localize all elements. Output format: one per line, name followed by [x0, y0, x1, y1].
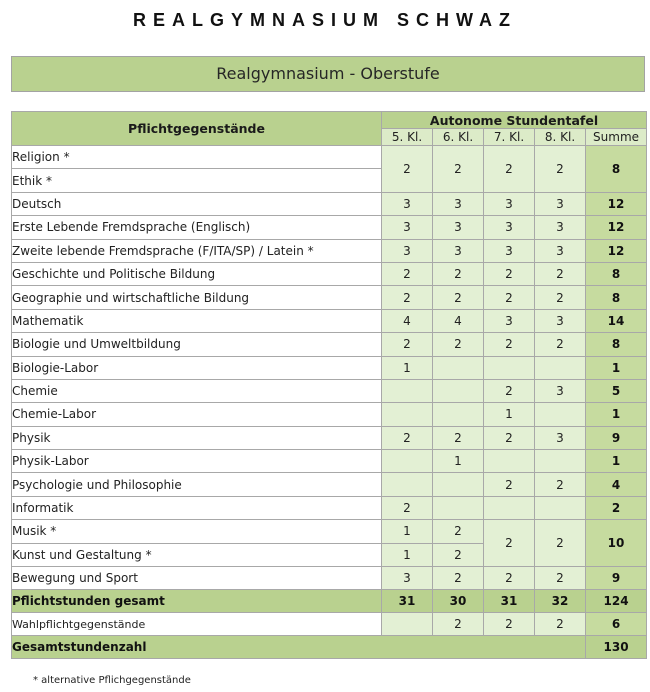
hours-cell: 2	[484, 379, 535, 402]
school-title: REALGYMNASIUM SCHWAZ	[133, 10, 517, 30]
total-cell: 31	[382, 590, 433, 613]
subject-name: Mathematik	[12, 309, 382, 332]
hours-cell: 2	[535, 333, 586, 356]
table-row	[12, 356, 647, 379]
subject-name: Physik	[12, 426, 382, 449]
hours-cell: 4	[382, 309, 433, 332]
hours-cell: 3	[484, 309, 535, 332]
hours-cell: 1	[433, 450, 484, 473]
hours-cell: 2	[484, 613, 535, 636]
total-cell: 30	[433, 590, 484, 613]
sum-cell: 10	[586, 520, 647, 567]
hours-cell: 1	[382, 356, 433, 379]
sum-cell: 1	[586, 450, 647, 473]
hours-cell: 2	[433, 567, 484, 590]
sum-cell: 12	[586, 216, 647, 239]
group-header: Autonome Stundentafel	[382, 112, 647, 129]
hours-cell	[382, 473, 433, 496]
hours-cell: 2	[382, 286, 433, 309]
hours-cell	[484, 450, 535, 473]
hours-cell: 2	[382, 333, 433, 356]
hours-cell: 3	[382, 239, 433, 262]
hours-cell	[433, 379, 484, 402]
hours-cell: 2	[535, 286, 586, 309]
sum-cell: 8	[586, 146, 647, 193]
hours-cell	[382, 613, 433, 636]
page-subtitle: Realgymnasium - Oberstufe	[11, 56, 645, 92]
hours-cell: 3	[535, 379, 586, 402]
hours-cell: 2	[433, 286, 484, 309]
subject-name: Musik *	[12, 520, 382, 543]
hours-cell: 1	[382, 520, 433, 543]
hours-cell: 2	[382, 262, 433, 285]
sum-cell: 2	[586, 496, 647, 519]
hours-cell: 2	[433, 333, 484, 356]
subject-name: Kunst und Gestaltung *	[12, 543, 382, 566]
hours-cell: 3	[433, 239, 484, 262]
hours-cell: 2	[433, 520, 484, 543]
hours-cell	[382, 403, 433, 426]
hours-cell: 3	[484, 192, 535, 215]
hours-cell	[535, 403, 586, 426]
total-label: Pflichtstunden gesamt	[12, 590, 382, 613]
hours-cell: 2	[535, 613, 586, 636]
table-row	[12, 426, 647, 449]
table-row	[12, 239, 647, 262]
hours-cell: 2	[484, 426, 535, 449]
sum-cell: 4	[586, 473, 647, 496]
subject-name: Ethik *	[12, 169, 382, 192]
total-cell: 32	[535, 590, 586, 613]
hours-cell: 1	[484, 403, 535, 426]
hours-cell	[535, 496, 586, 519]
grand-total-label: Gesamtstundenzahl	[12, 636, 586, 659]
table-row	[12, 403, 647, 426]
hours-cell: 2	[382, 496, 433, 519]
hours-cell: 3	[484, 239, 535, 262]
hours-cell: 2	[484, 146, 535, 193]
hours-cell	[535, 356, 586, 379]
col-header: 5. Kl.	[382, 129, 433, 146]
table-row	[12, 309, 647, 332]
subject-name: Zweite lebende Fremdsprache (F/ITA/SP) / Latein *	[12, 239, 382, 262]
hours-cell: 2	[535, 520, 586, 567]
subject-name: Physik-Labor	[12, 450, 382, 473]
hours-cell: 2	[484, 286, 535, 309]
table-row	[12, 379, 647, 402]
hours-cell: 1	[382, 543, 433, 566]
timetable	[11, 111, 647, 659]
sum-cell: 12	[586, 192, 647, 215]
footnote: * alternative Pflichgegenstände	[33, 675, 191, 686]
hours-cell: 2	[484, 333, 535, 356]
hours-cell: 3	[433, 192, 484, 215]
wahl-row	[12, 613, 647, 636]
table-row	[12, 496, 647, 519]
subject-name: Informatik	[12, 496, 382, 519]
sum-cell: 12	[586, 239, 647, 262]
subject-name: Erste Lebende Fremdsprache (Englisch)	[12, 216, 382, 239]
hours-cell: 3	[382, 567, 433, 590]
table-row	[12, 286, 647, 309]
sum-cell: 5	[586, 379, 647, 402]
subject-name: Chemie-Labor	[12, 403, 382, 426]
grand-total-row	[12, 636, 647, 659]
hours-cell	[535, 450, 586, 473]
wahl-label: Wahlpflichtgegenstände	[12, 613, 382, 636]
sum-cell: 8	[586, 262, 647, 285]
hours-cell: 2	[535, 262, 586, 285]
hours-cell: 4	[433, 309, 484, 332]
col-header: Summe	[586, 129, 647, 146]
sum-cell: 8	[586, 333, 647, 356]
hours-cell: 3	[535, 309, 586, 332]
hours-cell	[433, 356, 484, 379]
hours-cell: 2	[382, 426, 433, 449]
sum-cell: 9	[586, 426, 647, 449]
hours-cell: 2	[433, 262, 484, 285]
col-header: 6. Kl.	[433, 129, 484, 146]
sum-cell: 8	[586, 286, 647, 309]
hours-cell: 2	[433, 426, 484, 449]
hours-cell: 2	[535, 473, 586, 496]
subject-header: Pflichtgegenstände	[12, 112, 382, 146]
hours-cell: 2	[484, 262, 535, 285]
grand-total-cell: 130	[586, 636, 647, 659]
col-header: 7. Kl.	[484, 129, 535, 146]
table-row	[12, 192, 647, 215]
hours-cell: 2	[433, 543, 484, 566]
hours-cell: 3	[484, 216, 535, 239]
hours-cell: 2	[382, 146, 433, 193]
subject-name: Geographie und wirtschaftliche Bildung	[12, 286, 382, 309]
table-row	[12, 473, 647, 496]
hours-cell: 2	[484, 567, 535, 590]
hours-cell: 3	[535, 426, 586, 449]
hours-cell	[382, 379, 433, 402]
hours-cell: 3	[382, 216, 433, 239]
subject-name: Geschichte und Politische Bildung	[12, 262, 382, 285]
sum-cell: 9	[586, 567, 647, 590]
subject-name: Deutsch	[12, 192, 382, 215]
hours-cell	[433, 473, 484, 496]
hours-cell: 2	[433, 613, 484, 636]
sum-cell: 1	[586, 356, 647, 379]
subject-name: Biologie und Umweltbildung	[12, 333, 382, 356]
table-row	[12, 216, 647, 239]
table-row	[12, 333, 647, 356]
hours-cell: 2	[433, 146, 484, 193]
subject-name: Biologie-Labor	[12, 356, 382, 379]
hours-cell: 3	[535, 216, 586, 239]
sum-cell: 1	[586, 403, 647, 426]
hours-cell: 3	[433, 216, 484, 239]
total-row	[12, 590, 647, 613]
total-sum-cell: 124	[586, 590, 647, 613]
hours-cell	[382, 450, 433, 473]
table-row	[12, 146, 647, 169]
sum-cell: 6	[586, 613, 647, 636]
hours-cell	[433, 403, 484, 426]
table-row	[12, 450, 647, 473]
hours-cell: 3	[382, 192, 433, 215]
hours-cell	[433, 496, 484, 519]
table-row	[12, 262, 647, 285]
table-row	[12, 567, 647, 590]
hours-cell	[484, 496, 535, 519]
hours-cell	[484, 356, 535, 379]
hours-cell: 3	[535, 239, 586, 262]
hours-cell: 2	[484, 520, 535, 567]
hours-cell: 2	[535, 146, 586, 193]
sum-cell: 14	[586, 309, 647, 332]
subject-name: Bewegung und Sport	[12, 567, 382, 590]
hours-cell: 2	[535, 567, 586, 590]
subject-name: Psychologie und Philosophie	[12, 473, 382, 496]
subject-name: Chemie	[12, 379, 382, 402]
total-cell: 31	[484, 590, 535, 613]
hours-cell: 2	[484, 473, 535, 496]
col-header: 8. Kl.	[535, 129, 586, 146]
table-row	[12, 520, 647, 543]
hours-cell: 3	[535, 192, 586, 215]
subject-name: Religion *	[12, 146, 382, 169]
